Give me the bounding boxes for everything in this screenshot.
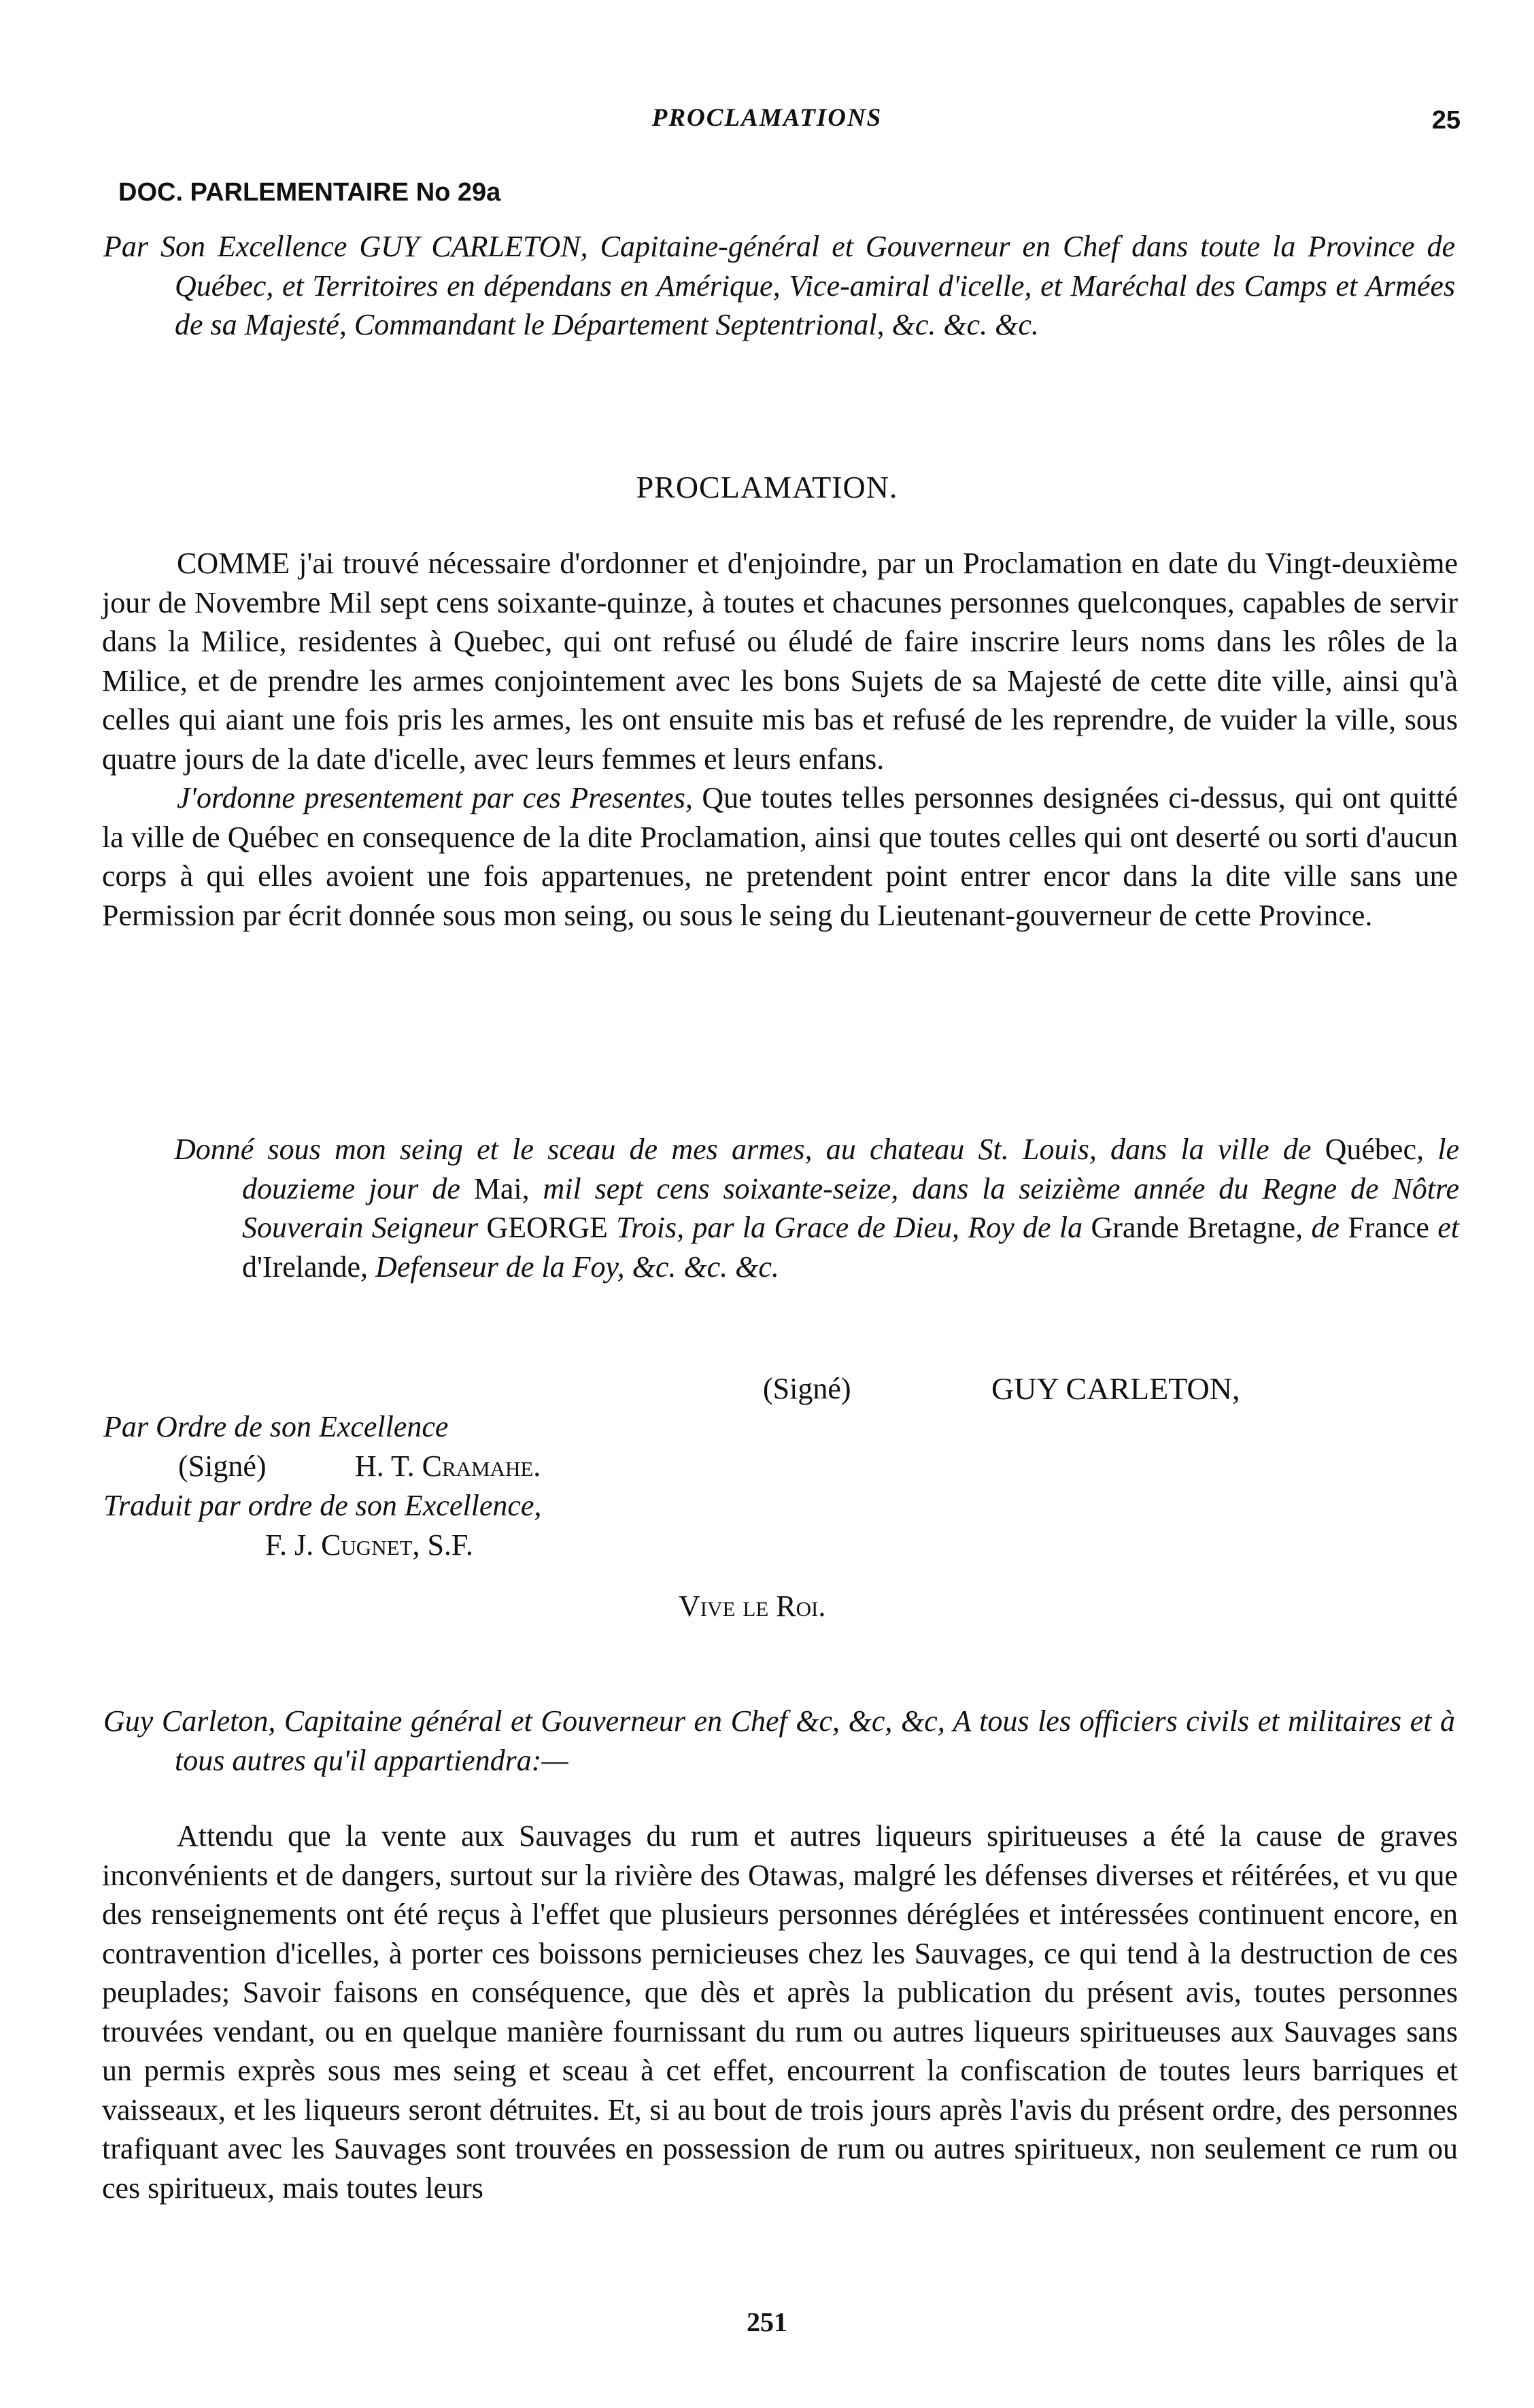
signatory-name: GUY CARLETON, [991, 1371, 1240, 1406]
page-number: 25 [1431, 106, 1461, 135]
vive-le-roi: Vive le Roi. [679, 1589, 826, 1623]
signe-label-2: (Signé) [178, 1449, 267, 1483]
given-part: Donné sous mon seing et le sceau de mes armes, au chateau St. Louis, dans la ville de [174, 1133, 1325, 1166]
proclamation-1-body [102, 544, 1458, 935]
proclamation-2-body [102, 1817, 1458, 2207]
given-text [174, 1130, 1459, 1286]
given-part: Québec [1325, 1133, 1416, 1166]
par-ordre: Par Ordre de son Excellence [103, 1410, 449, 1443]
given-part: Grande Bretagne [1091, 1211, 1296, 1244]
paragraph-3: Attendu que la vente aux Sauvages du rum et autres liqueurs spiritueuses a été la cause de graves inconvénients et de dangers, surtout sur la rivière des Otawas, malgré les défenses diverses et réitérées, et vu que des renseignements ont été reçus à l'effet que plusieurs personnes déréglées et intéressées continuent encore, en contravention d'icelles, à porter ces boissons pernicieuses chez les Sauvages, ce qui tend à la destruction de ces peuplades; Savoir faisons en conséquence, que dès et après la publication du présent avis, toutes personnes trouvées vendant, ou en quelque manière fournissant du rum ou autres liqueurs spiritueuses aux Sauvages sans un permis exprès sous mes seing et sceau à cet effet, encourrent la confiscation de toutes leurs barriques et vaisseaux, et les liqueurs seront détruites. Et, si au bout de trois jours après l'avis du présent ordre, des personnes trafiquant avec les Sauvages sont trouvées en possession de rum ou autres spiritueux, non seulement ce rum ou ces spiritueux, mais toutes leurs [102, 1819, 1458, 2205]
given-part: et [1429, 1211, 1460, 1244]
paragraph-2-rest: Que toutes telles personnes designées ci-dessus, qui ont quitté la ville de Québec en consequence de la dite Proclamation, ainsi que toutes celles qui ont deserté ou sorti d'aucun corps à qui elles avoient une fois appartenues, ne pretendent point entrer encor dans la dite ville sans une Permission par écrit donnée sous mon seing, ou sous le seing du Lieutenant-gouverneur de cette Province. [102, 781, 1458, 932]
given-part: GEORGE [486, 1211, 608, 1244]
proclamation-2-intro [103, 1702, 1455, 1780]
given-part: France [1348, 1211, 1429, 1244]
running-title: PROCLAMATIONS [651, 104, 883, 132]
proclamation-heading: PROCLAMATION. [636, 470, 898, 504]
paragraph-2-italic: J'ordonne presentement par ces Presentes, [177, 781, 693, 814]
cramahe-signature: H. T. Cramahe. [355, 1449, 541, 1483]
given-part: , de [1295, 1211, 1348, 1244]
given-part: , le douzieme jour de [242, 1133, 1459, 1205]
paragraph-1: COMME j'ai trouvé nécessaire d'ordonner et d'enjoindre, par un Proclamation en date du Vingt-deuxième jour de Novembre Mil sept cens soixante-quinze, à toutes et chacunes personnes quelconques, capables de servir dans la Milice, residentes à Quebec, qui ont refusé ou éludé de faire inscrire leurs noms dans les rôles de la Milice, et de prendre les armes conjointement avec les bons Sujets de sa Majesté de cette dite ville, ainsi qu'à celles qui aiant une fois pris les armes, les ont ensuite mis bas et refusé de les reprendre, de vuider la ville, sous quatre jours de la date d'icelle, avec leurs femmes et leurs enfans. [102, 547, 1458, 776]
given-part: , mil sept cens soixante-seize, dans la seizième année du Regne de Nôtre Souverain Seigneur [242, 1171, 1459, 1244]
folio-number: 251 [747, 2307, 787, 2337]
given-part: Mai [473, 1171, 522, 1205]
given-part: Trois, par la Grace de Dieu, Roy de la [607, 1211, 1091, 1244]
given-part: , Defenseur de la Foy, &c. &c. &c. [360, 1250, 779, 1284]
intro-text: Par Son Excellence GUY CARLETON, Capitaine-général et Gouverneur en Chef dans toute la Province de Québec, et Territoires en dépendans en Amérique, Vice-amiral d'icelle, et Maréchal des Camps et Armées de sa Majesté, Commandant le Département Septentrional, &c. &c. &c. [103, 230, 1455, 341]
document-reference: DOC. PARLEMENTAIRE No 29a [118, 178, 501, 207]
intro-text-2: Guy Carleton, Capitaine général et Gouverneur en Chef &c, &c, &c, A tous les officiers civils et militaires et à tous autres qu'il appartiendra:— [103, 1704, 1455, 1777]
given-part: d'Irelande [242, 1250, 361, 1284]
traduit-line: Traduit par ordre de son Excellence, [103, 1489, 542, 1522]
proclamation-1-intro [103, 227, 1455, 345]
given-under-seal [174, 1130, 1459, 1286]
signe-label: (Signé) [763, 1372, 851, 1405]
running-head [0, 101, 1534, 141]
paragraph-2 [102, 778, 1458, 935]
cugnet-signature: F. J. Cugnet, S.F. [265, 1528, 473, 1562]
